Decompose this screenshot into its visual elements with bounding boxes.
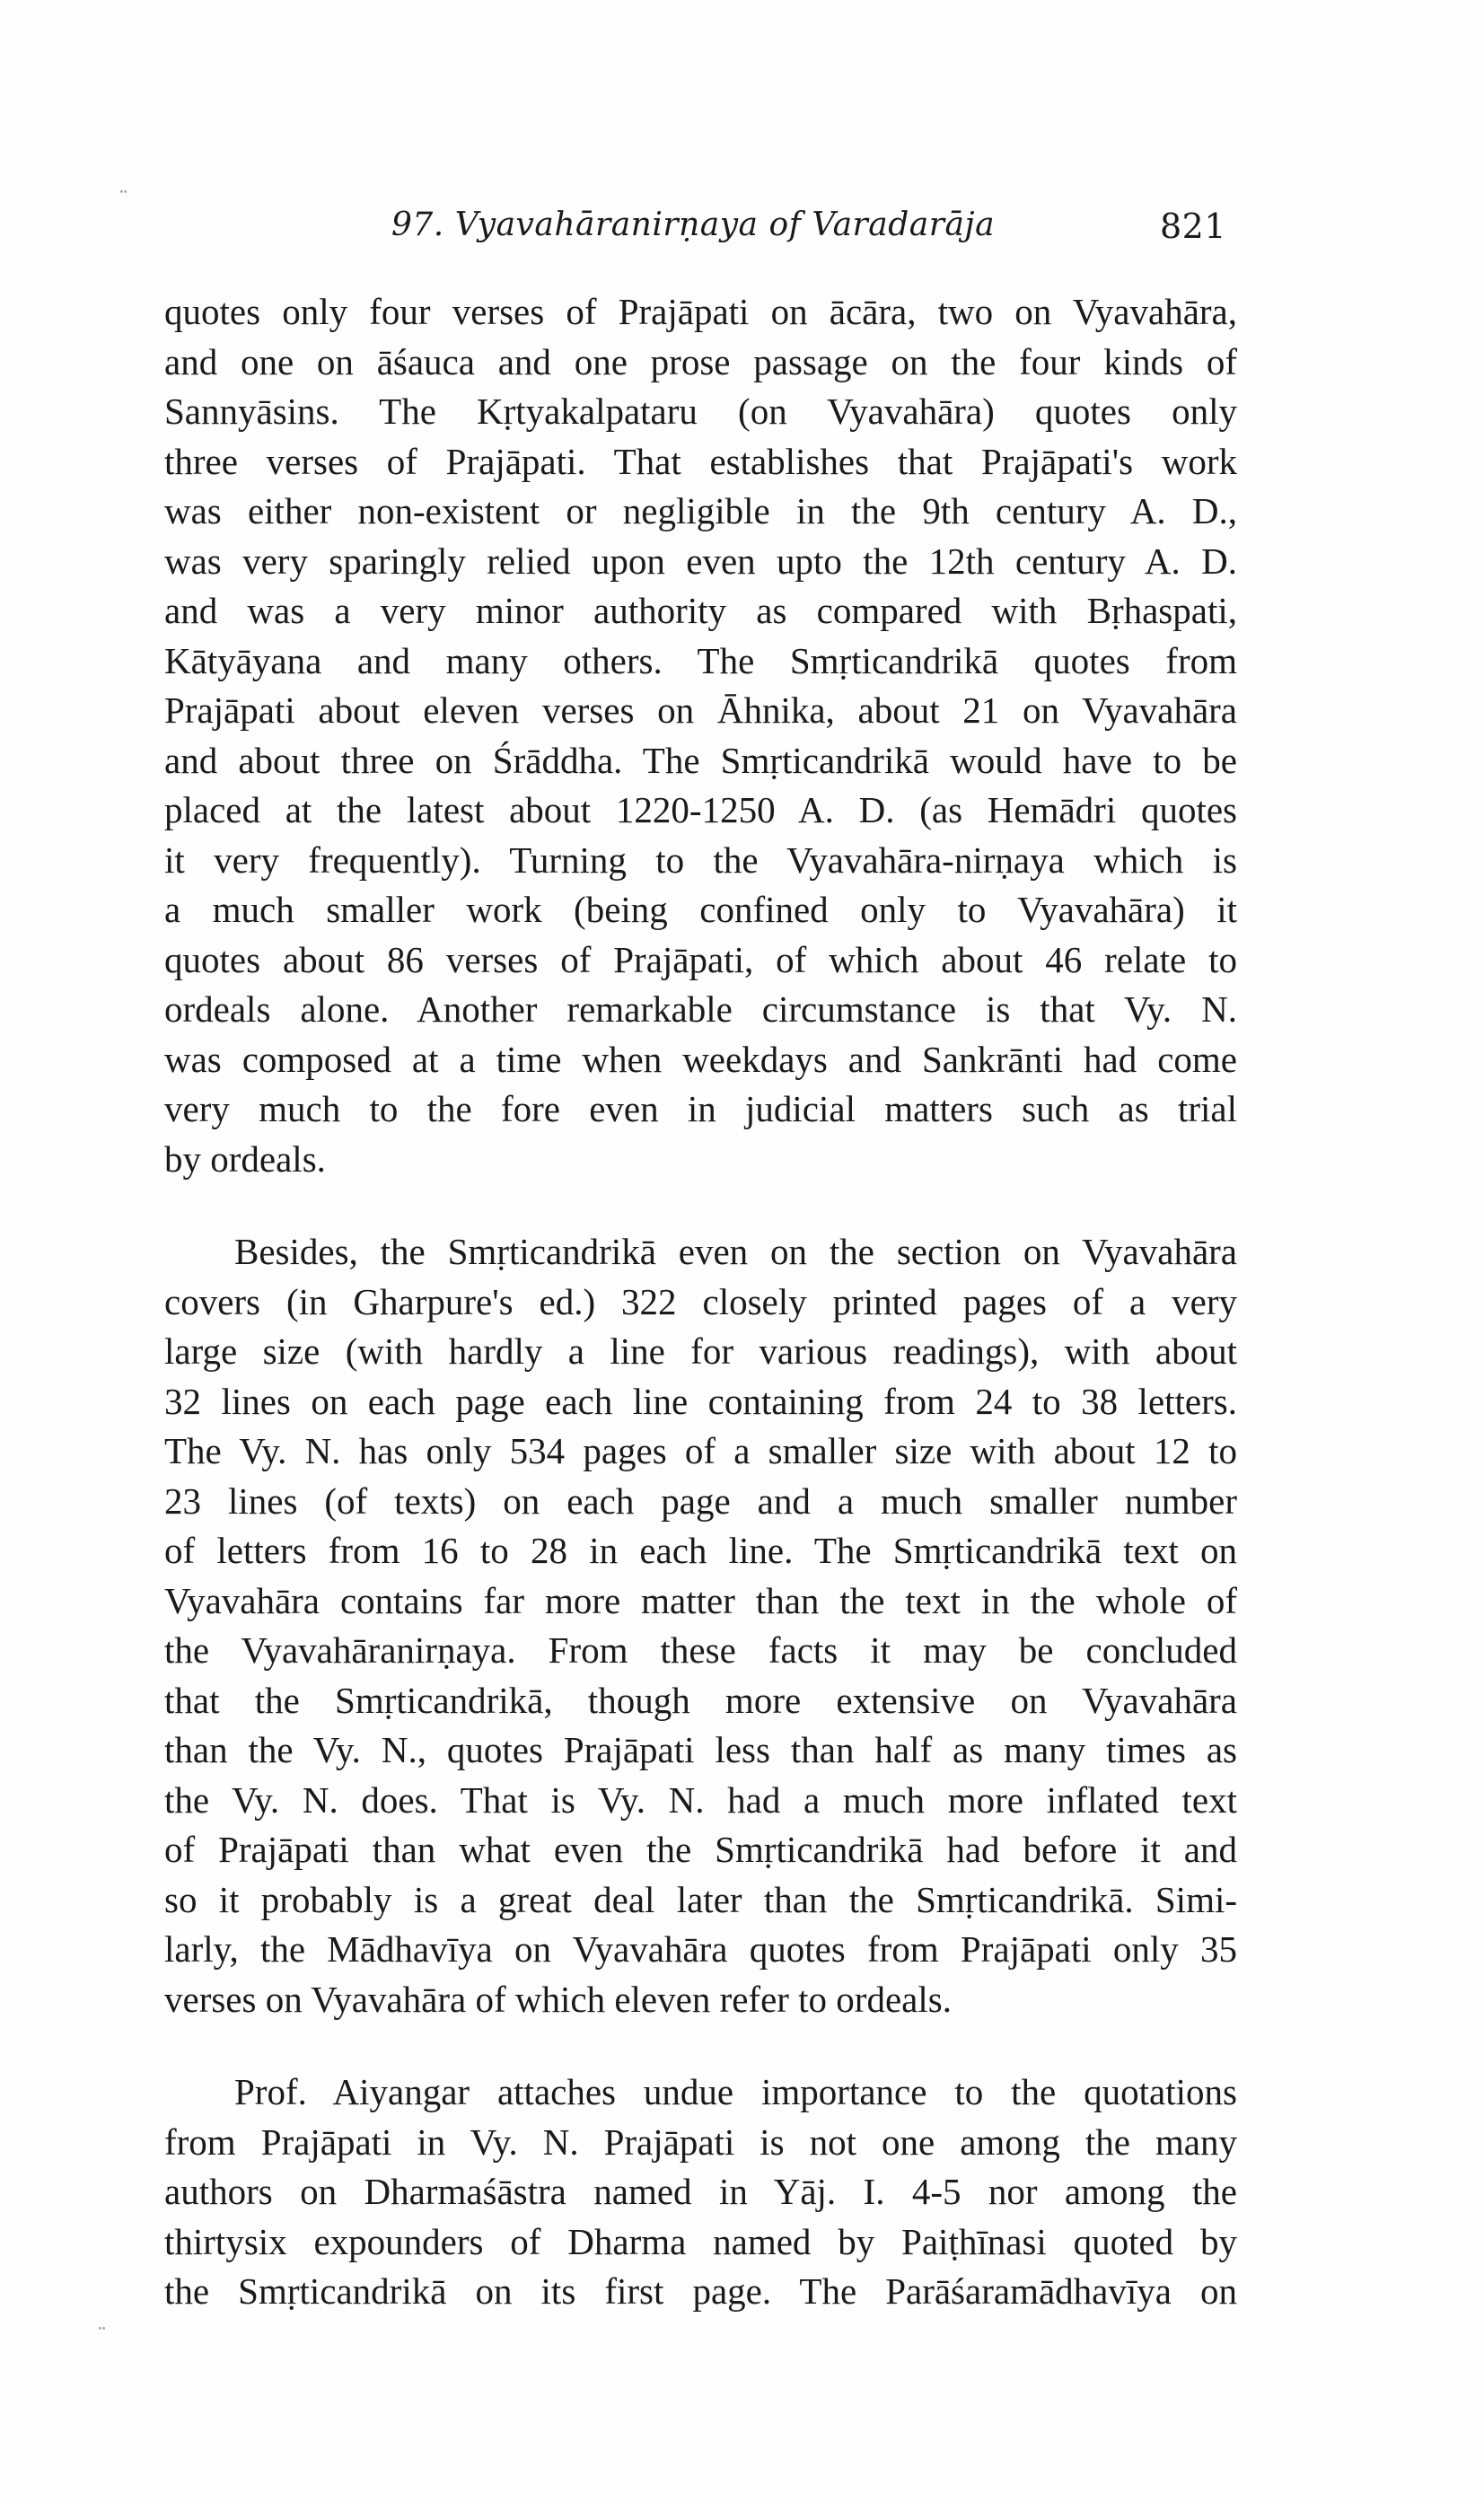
text-line: larly, the Mādhavīya on Vyavahāra quotes from Prajāpati only 35	[164, 1928, 1237, 1970]
text-line: three verses of Prajāpati. That establishes that Prajāpati's work	[164, 440, 1237, 482]
text-line: than the Vy. N., quotes Prajāpati less than half as many times as	[164, 1729, 1237, 1770]
text-line: by ordeals.	[164, 1137, 326, 1180]
text-line: Besides, the Smṛticandrikā even on the section on Vyavahāra	[234, 1231, 1237, 1272]
chapter-title: 97. Vyavahāranirṇaya of Varadarāja	[391, 206, 996, 243]
text-line: quotes about 86 verses of Prajāpati, of which about 46 relate to	[164, 938, 1237, 980]
text-line: was very sparingly relied upon even upto the 12th century A. D.	[164, 540, 1237, 582]
text-line: it very frequently). Turning to the Vyavahāra-nirṇaya which is	[164, 838, 1237, 881]
text-line: Prof. Aiyangar attaches undue importance to the quotations	[234, 2071, 1237, 2112]
text-line: from Prajāpati in Vy. N. Prajāpati is not one among the many	[164, 2120, 1237, 2163]
text-line: Vyavahāra contains far more matter than the text in the whole of	[164, 1579, 1237, 1621]
text-line: was composed at a time when weekdays and Sankrānti had come	[164, 1038, 1237, 1080]
text-line: quotes only four verses of Prajāpati on ācāra, two on Vyavahāra,	[164, 291, 1237, 332]
text-line: very much to the fore even in judicial matters such as trial	[164, 1088, 1237, 1129]
text-line: the Vy. N. does. That is Vy. N. had a much more inflated text	[164, 1778, 1237, 1821]
scan-speck: ¨	[97, 2325, 107, 2348]
page-number: 821	[1159, 206, 1226, 246]
text-line: thirtysix expounders of Dharma named by Paiṭhīnasi quoted by	[164, 2220, 1237, 2262]
scan-speck: ¨	[119, 189, 128, 211]
text-line: the Smṛticandrikā on its first page. The Parāśaramādhavīya on	[164, 2270, 1237, 2312]
text-line: of letters from 16 to 28 in each line. The Smṛticandrikā text on	[164, 1530, 1237, 1571]
text-line: Prajāpati about eleven verses on Āhnika, about 21 on Vyavahāra	[164, 689, 1237, 731]
text-line: 23 lines (of texts) on each page and a much smaller number	[164, 1479, 1237, 1522]
paragraph-2	[164, 1227, 1237, 2024]
text-line: so it probably is a great deal later than the Smṛticandrikā. Simi-	[164, 1878, 1237, 1920]
body-text	[164, 287, 1237, 2317]
paragraph-3	[164, 2067, 1237, 2317]
text-line: covers (in Gharpure's ed.) 322 closely printed pages of a very	[164, 1280, 1237, 1322]
text-line: ordeals alone. Another remarkable circumstance is that Vy. N.	[164, 988, 1237, 1030]
text-line: Kātyāyana and many others. The Smṛticandrikā quotes from	[164, 639, 1237, 681]
text-line: verses on Vyavahāra of which eleven refer to ordeals.	[164, 1978, 952, 2020]
text-line: The Vy. N. has only 534 pages of a smaller size with about 12 to	[164, 1430, 1237, 1471]
text-line: the Vyavahāranirṇaya. From these facts it may be concluded	[164, 1629, 1237, 1671]
text-line: and was a very minor authority as compared with Bṛhaspati,	[164, 590, 1237, 631]
text-line: placed at the latest about 1220-1250 A. D. (as Hemādri quotes	[164, 789, 1237, 830]
paragraph-1	[164, 287, 1237, 1184]
text-line: 32 lines on each page each line containing from 24 to 38 letters.	[164, 1380, 1237, 1422]
text-line: that the Smṛticandrikā, though more extensive on Vyavahāra	[164, 1679, 1237, 1721]
text-line: and one on āśauca and one prose passage on the four kinds of	[164, 340, 1237, 382]
text-line: and about three on Śrāddha. The Smṛticandrikā would have to be	[164, 739, 1237, 781]
text-line: large size (with hardly a line for various readings), with about	[164, 1330, 1237, 1372]
text-line: of Prajāpati than what even the Smṛticandrikā had before it and	[164, 1829, 1237, 1870]
text-line: was either non-existent or negligible in the 9th century A. D.,	[164, 490, 1237, 531]
text-line: Sannyāsins. The Kṛtyakalpataru (on Vyavahāra) quotes only	[164, 391, 1237, 432]
running-header	[167, 199, 1226, 253]
text-line: a much smaller work (being confined only to Vyavahāra) it	[164, 889, 1237, 930]
text-line: authors on Dharmaśāstra named in Yāj. I. 4-5 nor among the	[164, 2171, 1237, 2212]
